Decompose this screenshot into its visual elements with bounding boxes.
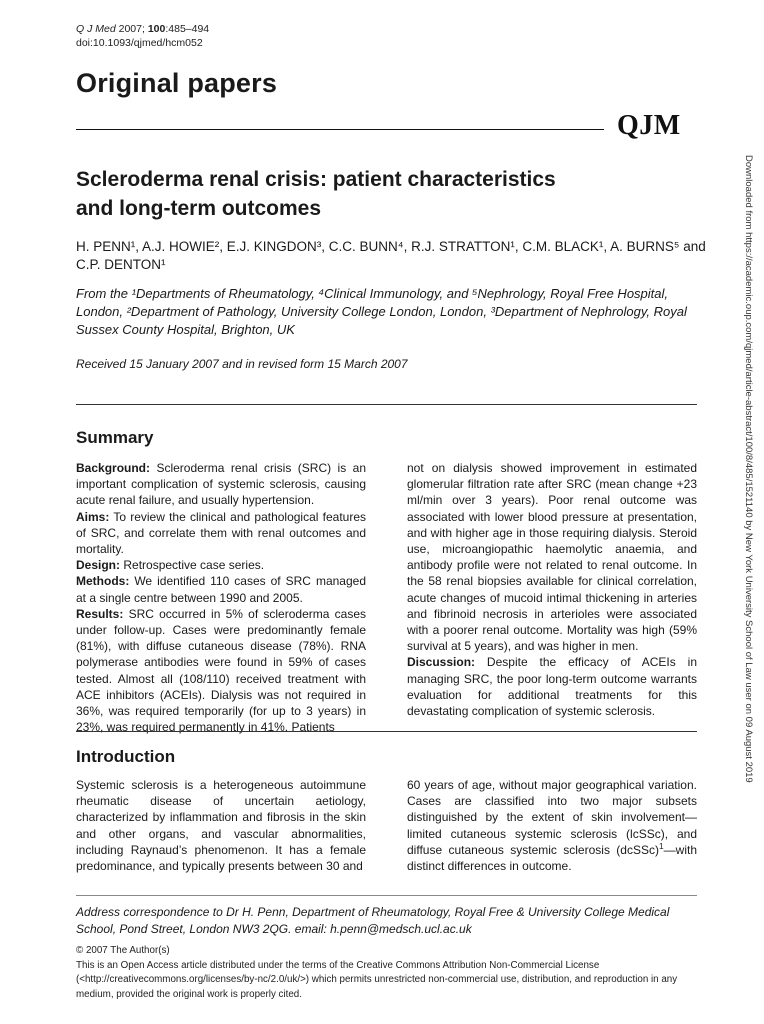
introduction-heading: Introduction: [76, 747, 176, 766]
summary-column-left: [76, 460, 366, 735]
article-title-line-1: Scleroderma renal crisis: patient characteristics: [76, 168, 556, 191]
background-label: Background:: [76, 461, 151, 475]
section-title: Original papers: [76, 68, 278, 98]
article-title-line-2: and long-term outcomes: [76, 197, 322, 220]
summary-results: Results: SRC occurred in 5% of scleroderma cases under follow-up. Cases were predominantly female (81%), with diffuse cutaneous disease (78%). RNA polymerase antibodies were found in 59% of cases tested. Almost all (108/110) received treatment with ACE inhibitors (ACEIs). Dialysis was not required in 36%, was required temporarily (for up to 3 years) in 23%, was required permanently in 41%. Patients: [76, 606, 366, 735]
introduction-paragraph: Systemic sclerosis is a heterogeneous autoimmune rheumatic disease of uncertain aetiology, characterized by inflammation and fibrosis in the skin and other organs, and vascular abnormalities, including Raynaud’s phenomenon. It has a female predominance, and typically presents between 30 and: [76, 778, 366, 874]
summary-design: Design: Retrospective case series.: [76, 558, 265, 573]
journal-name: Q J Med: [76, 23, 116, 35]
footnote-divider: [76, 895, 697, 896]
article-title: [76, 165, 636, 223]
journal-logo: QJM: [617, 110, 681, 141]
summary-heading: Summary: [76, 428, 154, 447]
license-text: This is an Open Access article distributed under the terms of the Creative Commons Attribution Non-Commercial License (<http://creativecommons.org/licenses/by-nc/2.0/uk/>) which permits unrestricted non-commercial use, distribution, and reproduction in any medium, provided the original work is properly cited.: [76, 959, 678, 1000]
introduction-column-left: [76, 777, 366, 874]
reference-superscript: 1: [658, 840, 664, 851]
design-label: Design:: [76, 558, 121, 573]
summary-aims: Aims: To review the clinical and pathological features of SRC, and correlate them with renal outcomes and mortality.: [76, 509, 366, 557]
journal-pages: :485–494: [165, 23, 210, 35]
header-rule: [76, 129, 604, 130]
copyright-line: © 2007 The Author(s): [76, 945, 170, 956]
summary-column-right: [407, 460, 697, 719]
received-dates: Received 15 January 2007 and in revised form 15 March 2007: [76, 357, 408, 371]
doi: doi:10.1093/qjmed/hcm052: [76, 37, 203, 49]
authors: H. PENN¹, A.J. HOWIE², E.J. KINGDON³, C.C. BUNN⁴, R.J. STRATTON¹, C.M. BLACK¹, A. BURNS⁵ and C.P. DENTON¹: [76, 239, 706, 272]
correspondence-address: Address correspondence to Dr H. Penn, Department of Rheumatology, Royal Free & University College Medical School, Pond Street, London NW3 2QG. email: h.penn@medsch.ucl.ac.uk: [76, 905, 670, 936]
journal-year: 2007;: [115, 23, 148, 35]
aims-label: Aims:: [76, 509, 110, 524]
methods-label: Methods:: [76, 574, 130, 589]
introduction-paragraph-continued: 60 years of age, without major geographical variation. Cases are classified into two major subsets distinguished by the extent of skin involvement—limited cutaneous systemic sclerosis (lcSSc), and diffuse cutaneous systemic sclerosis (dcSSc)$^1$—with distinct differences in outcome.: [407, 778, 697, 874]
discussion-label: Discussion:: [407, 655, 476, 670]
summary-results-continued: not on dialysis showed improvement in estimated glomerular filtration rate after SRC (mean change +23 ml/min over 3 years). Poor renal outcome was associated with lower blood pressure at presentation, and with higher age in those requiring dialysis. Steroid use, microangiopathic haemolytic anaemia, and antibody profile were not related to renal outcome. In the 58 renal biopsies available for clinical correlation, acute changes of mucoid intimal thickening in arteries and fibrinoid necrosis in arterioles were associated with a poorer renal outcome. Mortality was high (59% survival at 5 years), and was higher in men.: [407, 461, 697, 654]
summary-discussion: Discussion: Despite the efficacy of ACEIs in managing SRC, the poor long-term outcome warrants evaluation for additional treatments for this devastating complication of systemic sclerosis.: [407, 655, 697, 719]
results-label: Results:: [76, 606, 124, 621]
affiliations: From the ¹Departments of Rheumatology, ⁴Clinical Immunology, and ⁵Nephrology, Royal Free Hospital, London, ²Department of Pathology, University College London, London, ³Department of Nephrology, Royal Sussex County Hospital, Brighton, UK: [76, 286, 687, 337]
citation: [76, 22, 209, 50]
copyright-block: [76, 944, 697, 1002]
summary-background: Background: Scleroderma renal crisis (SRC) is an important complication of systemic sclerosis, causing acute renal failure, and usually hypertension.: [76, 461, 366, 508]
divider: [76, 731, 697, 732]
download-watermark-text: Downloaded from https://academic.oup.com/qjmed/article-abstract/100/8/485/1521140 by New York University School of Law user on 09 August 2019: [743, 155, 754, 783]
journal-volume: 100: [147, 23, 166, 35]
divider: [76, 404, 697, 405]
summary-methods: Methods: We identified 110 cases of SRC managed at a single centre between 1990 and 2005.: [76, 574, 366, 605]
introduction-column-right: [407, 777, 697, 874]
